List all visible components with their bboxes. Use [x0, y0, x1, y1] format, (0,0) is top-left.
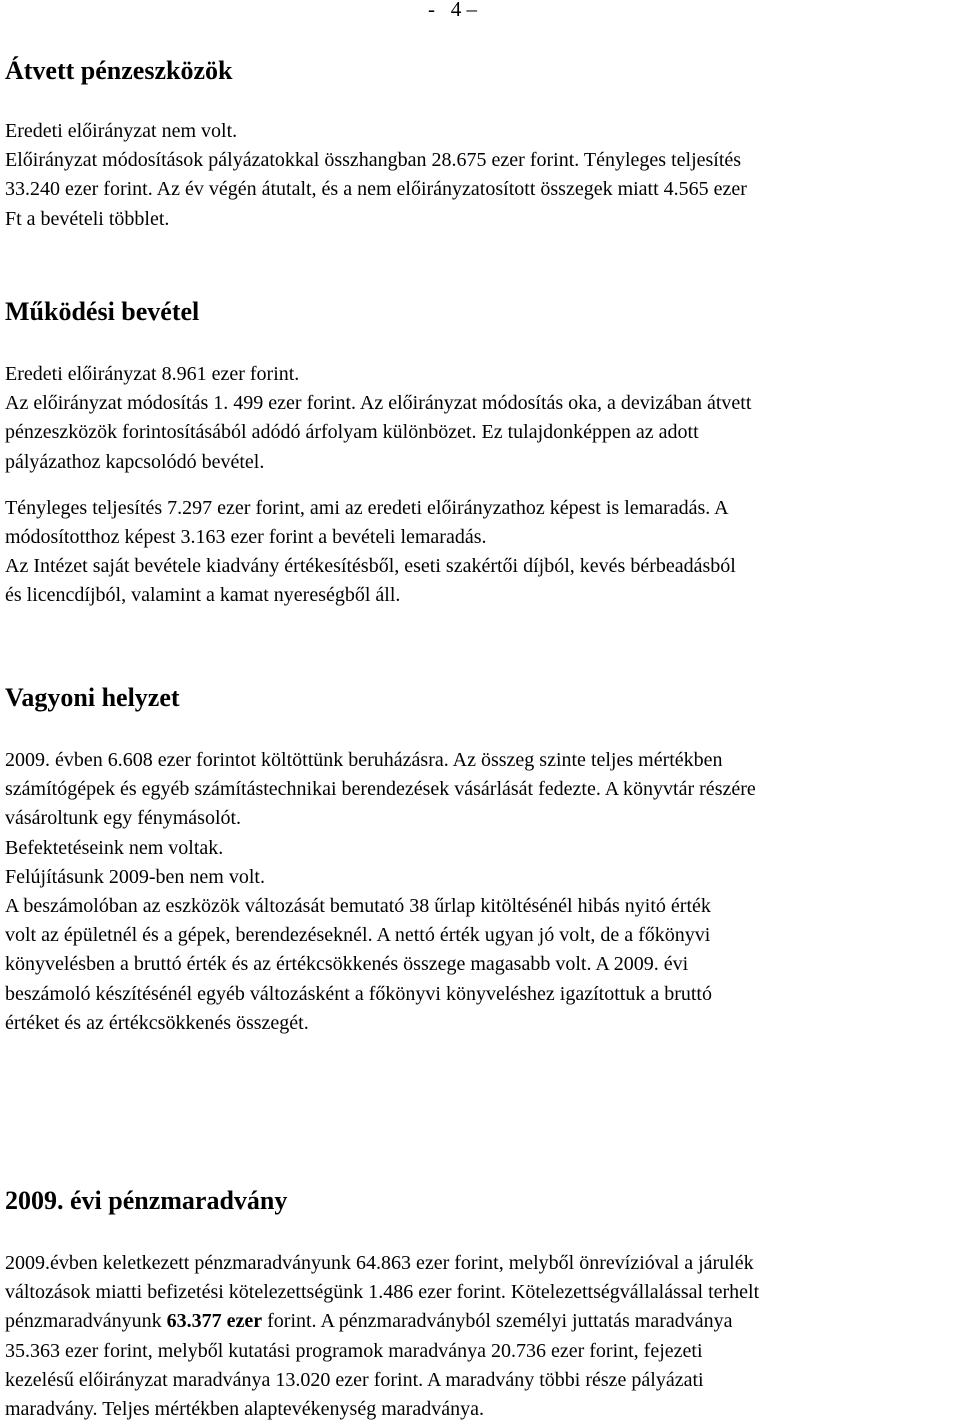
paragraph	[5, 494, 940, 611]
section-title: Működési bevétel	[5, 297, 200, 326]
section-atvett-penzeszkozok	[5, 56, 940, 234]
section-title: Átvett pénzeszközök	[5, 56, 233, 85]
section-vagyoni-helyzet	[5, 683, 940, 1038]
text-line: pályázathoz kapcsolódó bevétel.	[5, 450, 265, 473]
bold-amount: 63.377 ezer	[166, 1310, 263, 1333]
section-mukodesi-bevetel	[5, 297, 940, 611]
text-line: 2009. évben 6.608 ezer forintot költöttünk beruházásra. Az összeg szinte teljes mértékben	[5, 749, 723, 771]
text-line: értéket és az értékcsökkenés összegét.	[5, 1011, 309, 1034]
page-number: - 4 –	[428, 0, 477, 21]
text-line: és licencdíjból, valamint a kamat nyereségből áll.	[5, 584, 401, 607]
paragraph	[5, 117, 940, 234]
section-title: 2009. évi pénzmaradvány	[5, 1186, 288, 1215]
text-line: A beszámolóban az eszközök változását bemutató 38 űrlap kitöltésénél hibás nyitó érték	[5, 895, 711, 918]
paragraph	[5, 1249, 940, 1424]
text-line: könyvelésben a bruttó érték és az értékcsökkenés összege magasabb volt. A 2009. évi	[5, 953, 689, 976]
text-line: maradvány. Teljes mértékben alaptevékenység maradványa.	[5, 1398, 484, 1421]
paragraph	[5, 360, 940, 477]
section-title: Vagyoni helyzet	[5, 683, 180, 712]
text-line	[5, 1307, 940, 1336]
text-segment: forint. A pénzmaradványból személyi juttatás maradványa	[262, 1310, 733, 1333]
paragraph	[5, 746, 940, 1038]
text-line: Az előirányzat módosítás 1. 499 ezer forint. Az előirányzat módosítás oka, a devizában átvett	[5, 392, 752, 415]
text-line: Befektetéseink nem voltak.	[5, 836, 224, 859]
text-line: pénzeszközök forintosításából adódó árfolyam különbözet. Ez tulajdonképpen az adott	[5, 421, 699, 444]
text-line: kezelésű előirányzat maradványa 13.020 ezer forint. A maradvány többi része pályázati	[5, 1368, 704, 1391]
text-line: Előirányzat módosítások pályázatokkal összhangban 28.675 ezer forint. Tényleges teljesítés	[5, 149, 742, 172]
text-line: Eredeti előirányzat nem volt.	[5, 120, 238, 142]
text-line: változások miatti befizetési kötelezettségünk 1.486 ezer forint. Kötelezettségvállalással terhelt	[5, 1281, 760, 1304]
text-line: Eredeti előirányzat 8.961 ezer forint.	[5, 363, 300, 385]
section-penzmaradvany	[5, 1186, 940, 1424]
text-line: Felújításunk 2009-ben nem volt.	[5, 865, 265, 888]
text-line: volt az épületnél és a gépek, berendezéseknél. A nettó érték ugyan jó volt, de a főkönyvi	[5, 924, 711, 947]
text-line: számítógépek és egyéb számítástechnikai berendezések vásárlását fedezte. A könyvtár részére	[5, 778, 756, 801]
text-line: 2009.évben keletkezett pénzmaradványunk 64.863 ezer forint, melyből önrevízióval a járulék	[5, 1252, 754, 1274]
text-line: Tényleges teljesítés 7.297 ezer forint, ami az eredeti előirányzathoz képest is lemaradás. A	[5, 496, 729, 519]
text-line: Ft a bevételi többlet.	[5, 207, 170, 230]
text-line: 35.363 ezer forint, melyből kutatási programok maradványa 20.736 ezer forint, fejezeti	[5, 1339, 703, 1362]
text-line: 33.240 ezer forint. Az év végén átutalt, és a nem előirányzatosított összegek miatt 4.565 ezer	[5, 178, 747, 201]
text-line: Az Intézet saját bevétele kiadvány értékesítésből, eseti szakértői díjból, kevés bérbeadásból	[5, 555, 736, 578]
text-line: vásároltunk egy fénymásolót.	[5, 807, 242, 830]
text-line: módosítotthoz képest 3.163 ezer forint a bevételi lemaradás.	[5, 526, 487, 549]
text-line: beszámoló készítésénél egyéb változásként a főkönyvi könyveléshez igazítottuk a bruttó	[5, 982, 712, 1005]
text-segment: pénzmaradványunk	[5, 1310, 167, 1333]
